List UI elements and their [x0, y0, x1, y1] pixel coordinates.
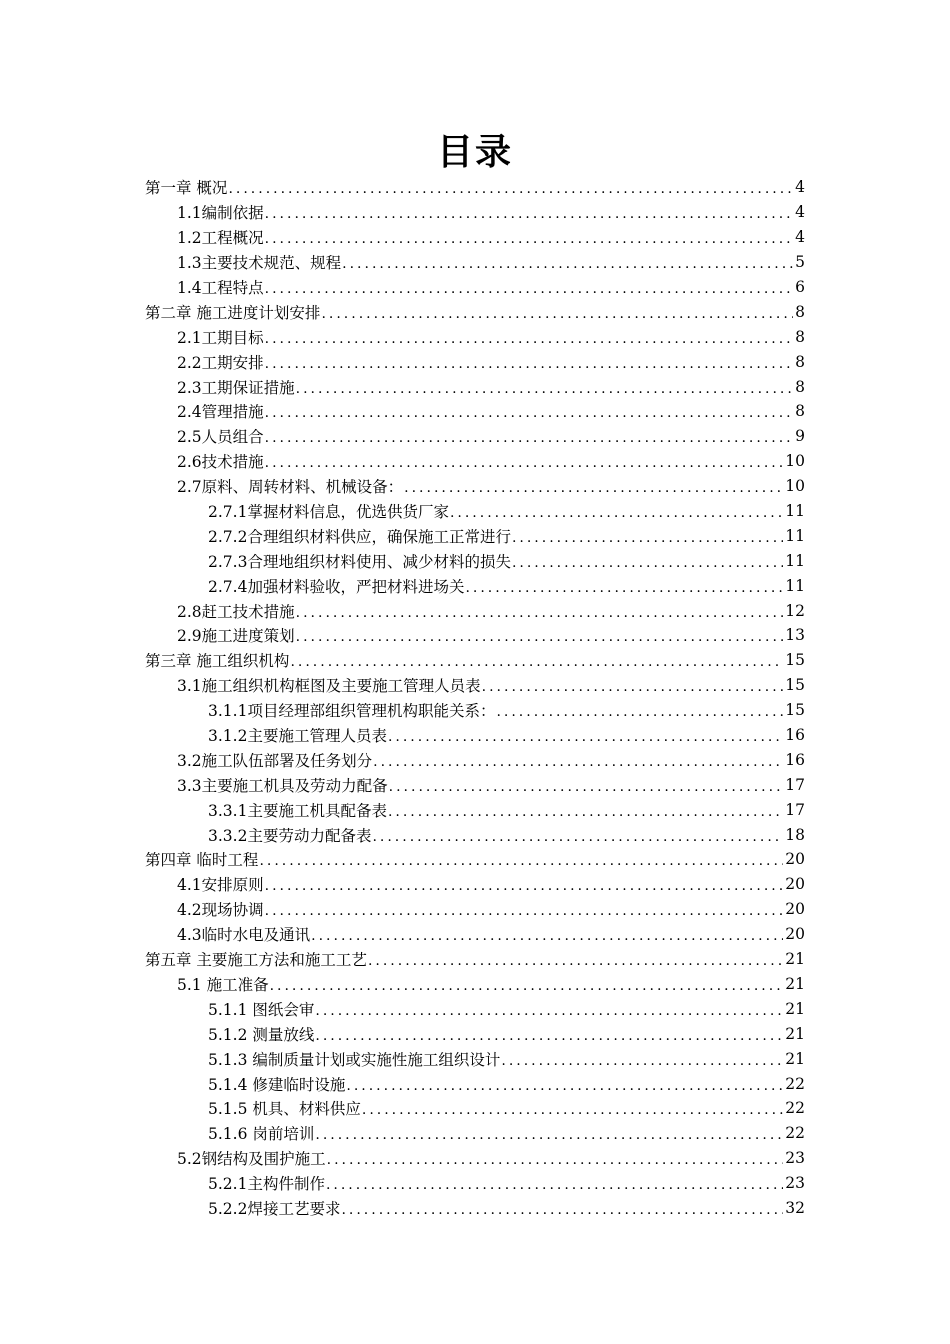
toc-dot-leader	[265, 278, 793, 296]
toc-entry[interactable]	[145, 349, 805, 374]
toc-entry-label: 1.1编制依据	[177, 201, 265, 223]
toc-page-number: 8	[795, 402, 805, 421]
toc-entry-label: 3.2施工队伍部署及任务划分	[177, 749, 373, 771]
toc-page-number: 21	[785, 999, 805, 1018]
toc-dot-leader	[265, 353, 793, 371]
toc-dot-leader	[388, 801, 783, 819]
toc-dot-leader	[259, 850, 783, 868]
toc-dot-leader	[315, 1025, 783, 1043]
toc-page-number: 23	[785, 1174, 805, 1193]
toc-entry[interactable]	[145, 1096, 805, 1121]
toc-entry-label: 1.4工程特点	[177, 276, 265, 298]
toc-entry-label: 1.3主要技术规范、规程	[177, 251, 342, 273]
toc-dot-leader	[404, 477, 783, 495]
toc-dot-leader	[327, 1149, 784, 1167]
toc-entry[interactable]	[145, 175, 805, 200]
toc-page-number: 23	[785, 1149, 805, 1168]
toc-entry[interactable]	[145, 275, 805, 300]
toc-entry-label: 5.1.4 修建临时设施	[208, 1073, 346, 1095]
toc-page-number: 8	[795, 302, 805, 321]
toc-entry-label: 2.6技术措施	[177, 450, 265, 472]
toc-page-number: 4	[795, 178, 805, 197]
toc-page-number: 8	[795, 377, 805, 396]
toc-entry-label: 5.2钢结构及围护施工	[177, 1147, 327, 1169]
toc-entry-label: 2.7原料、周转材料、机械设备：	[177, 475, 404, 497]
toc-dot-leader	[368, 950, 783, 968]
toc-entry[interactable]	[145, 200, 805, 225]
toc-page-number: 21	[785, 1024, 805, 1043]
toc-page-number: 20	[785, 875, 805, 894]
toc-entry-label: 1.2工程概况	[177, 226, 265, 248]
toc-dot-leader	[372, 826, 783, 844]
toc-dot-leader	[341, 1199, 783, 1217]
toc-entry-label: 2.3工期保证措施	[177, 376, 296, 398]
toc-dot-leader	[290, 651, 783, 669]
toc-entry[interactable]	[145, 1171, 805, 1196]
toc-dot-leader	[296, 626, 784, 644]
toc-entry-label: 5.1.6 岗前培训	[208, 1122, 315, 1144]
toc-entry-label: 2.4管理措施	[177, 400, 265, 422]
toc-entry-label: 2.7.2合理组织材料供应，确保施工正常进行	[208, 525, 512, 547]
toc-entry-label: 3.1.1项目经理部组织管理机构职能关系：	[208, 699, 496, 721]
toc-page-number: 8	[795, 352, 805, 371]
toc-entry-label: 5.1.5 机具、材料供应	[208, 1097, 362, 1119]
toc-page-number: 9	[795, 427, 805, 446]
toc-entry[interactable]	[145, 399, 805, 424]
toc-dot-leader	[315, 1000, 783, 1018]
toc-entry[interactable]	[145, 598, 805, 623]
toc-entry[interactable]	[145, 648, 805, 673]
toc-entry[interactable]	[145, 747, 805, 772]
toc-entry-label: 第二章 施工进度计划安排	[145, 301, 321, 323]
toc-entry-label: 3.1.2主要施工管理人员表	[208, 724, 388, 746]
toc-entry[interactable]	[145, 1071, 805, 1096]
toc-dot-leader	[496, 701, 783, 719]
toc-dot-leader	[342, 253, 793, 271]
toc-dot-leader	[389, 776, 784, 794]
toc-entry[interactable]	[145, 872, 805, 897]
toc-page-number: 21	[785, 1049, 805, 1068]
toc-entry-label: 3.3.1主要施工机具配备表	[208, 799, 388, 821]
toc-entry-label: 5.2.2焊接工艺要求	[208, 1197, 341, 1219]
toc-entry-label: 2.1工期目标	[177, 326, 265, 348]
toc-dot-leader	[265, 427, 793, 445]
toc-dot-leader	[321, 303, 793, 321]
toc-entry[interactable]	[145, 299, 805, 324]
toc-entry[interactable]	[145, 324, 805, 349]
toc-entry-label: 3.3主要施工机具及劳动力配备	[177, 774, 389, 796]
toc-page-number: 15	[785, 676, 805, 695]
toc-entry[interactable]	[145, 1196, 805, 1221]
table-of-contents	[145, 175, 805, 1220]
toc-entry[interactable]	[145, 698, 805, 723]
toc-dot-leader	[265, 875, 784, 893]
toc-page-number: 18	[785, 825, 805, 844]
toc-entry-label: 2.5人员组合	[177, 425, 265, 447]
toc-page-number: 15	[785, 651, 805, 670]
toc-entry-label: 4.3临时水电及通讯	[177, 923, 311, 945]
toc-entry[interactable]	[145, 847, 805, 872]
toc-page-number: 10	[785, 477, 805, 496]
toc-entry-label: 3.1施工组织机构框图及主要施工管理人员表	[177, 674, 482, 696]
toc-page-number: 6	[795, 278, 805, 296]
toc-dot-leader	[265, 452, 784, 470]
toc-dot-leader	[311, 925, 783, 943]
toc-entry-label: 第五章 主要施工方法和施工工艺	[145, 948, 368, 970]
toc-page-number: 13	[785, 626, 805, 645]
toc-dot-leader	[326, 1174, 783, 1192]
toc-page-number: 20	[785, 850, 805, 869]
toc-entry[interactable]	[145, 474, 805, 499]
toc-entry-label: 5.1 施工准备	[177, 973, 270, 995]
toc-page-number: 21	[785, 974, 805, 993]
toc-entry[interactable]	[145, 723, 805, 748]
toc-dot-leader	[373, 751, 783, 769]
toc-page-number: 11	[785, 526, 805, 545]
toc-entry[interactable]	[145, 424, 805, 449]
toc-entry[interactable]	[145, 1121, 805, 1146]
toc-dot-leader	[501, 1050, 783, 1068]
toc-entry-label: 5.1.1 图纸会审	[208, 998, 315, 1020]
toc-page-number: 22	[785, 1124, 805, 1143]
toc-entry[interactable]	[145, 1046, 805, 1071]
toc-page-number: 17	[785, 800, 805, 819]
toc-dot-leader	[265, 900, 784, 918]
toc-dot-leader	[362, 1099, 783, 1117]
toc-page-number: 11	[785, 576, 805, 595]
toc-entry[interactable]	[145, 772, 805, 797]
toc-entry[interactable]	[145, 947, 805, 972]
toc-page-number: 20	[785, 925, 805, 944]
toc-entry[interactable]	[145, 225, 805, 250]
toc-entry-label: 2.7.3合理地组织材料使用、减少材料的损失	[208, 550, 512, 572]
toc-entry[interactable]	[145, 673, 805, 698]
toc-entry[interactable]	[145, 996, 805, 1021]
toc-entry-label: 2.9施工进度策划	[177, 624, 296, 646]
toc-entry[interactable]	[145, 972, 805, 997]
toc-page-number: 15	[785, 701, 805, 720]
toc-entry[interactable]	[145, 374, 805, 399]
toc-entry[interactable]	[145, 922, 805, 947]
toc-dot-leader	[465, 577, 783, 595]
toc-dot-leader	[296, 602, 784, 620]
toc-entry[interactable]	[145, 523, 805, 548]
toc-entry-label: 第一章 概况	[145, 176, 228, 198]
toc-dot-leader	[512, 552, 783, 570]
toc-entry[interactable]	[145, 897, 805, 922]
toc-entry[interactable]	[145, 797, 805, 822]
toc-entry[interactable]	[145, 250, 805, 275]
toc-page-number: 22	[785, 1099, 805, 1118]
toc-entry[interactable]	[145, 1146, 805, 1171]
toc-dot-leader	[388, 726, 783, 744]
toc-dot-leader	[265, 328, 793, 346]
toc-dot-leader	[346, 1075, 783, 1093]
toc-entry-label: 第三章 施工组织机构	[145, 649, 290, 671]
toc-dot-leader	[512, 527, 783, 545]
toc-page-number: 10	[785, 452, 805, 471]
toc-page-number: 32	[785, 1198, 805, 1217]
toc-entry-label: 4.1安排原则	[177, 873, 265, 895]
toc-page-number: 16	[785, 750, 805, 769]
toc-entry-label: 第四章 临时工程	[145, 848, 259, 870]
toc-dot-leader	[270, 975, 784, 993]
toc-entry-label: 3.3.2主要劳动力配备表	[208, 824, 372, 846]
toc-dot-leader	[296, 378, 793, 396]
toc-entry-label: 2.2工期安排	[177, 351, 265, 373]
toc-page-number: 4	[795, 228, 805, 247]
toc-page-number: 11	[785, 502, 805, 521]
toc-page-number: 20	[785, 900, 805, 919]
toc-entry[interactable]	[145, 449, 805, 474]
toc-page-number: 8	[795, 327, 805, 346]
toc-page-number: 22	[785, 1074, 805, 1093]
toc-entry[interactable]	[145, 499, 805, 524]
toc-entry-label: 2.7.1掌握材料信息，优选供货厂家	[208, 500, 450, 522]
toc-dot-leader	[450, 502, 783, 520]
toc-entry-label: 5.1.3 编制质量计划或实施性施工组织设计	[208, 1048, 501, 1070]
toc-dot-leader	[482, 676, 784, 694]
toc-dot-leader	[265, 228, 793, 246]
toc-page-number: 16	[785, 726, 805, 745]
toc-dot-leader	[265, 203, 793, 221]
toc-entry-label: 2.8赶工技术措施	[177, 600, 296, 622]
toc-entry[interactable]	[145, 623, 805, 648]
toc-entry[interactable]	[145, 573, 805, 598]
toc-dot-leader	[315, 1124, 783, 1142]
toc-entry[interactable]	[145, 822, 805, 847]
toc-entry-label: 4.2现场协调	[177, 898, 265, 920]
toc-page-number: 21	[785, 950, 805, 969]
toc-entry[interactable]	[145, 548, 805, 573]
toc-entry[interactable]	[145, 1021, 805, 1046]
toc-page-number: 4	[795, 203, 805, 222]
toc-dot-leader	[228, 178, 793, 196]
toc-page-number: 11	[785, 551, 805, 570]
toc-dot-leader	[265, 402, 793, 420]
toc-entry-label: 2.7.4加强材料验收，严把材料进场关	[208, 575, 465, 597]
toc-entry-label: 5.2.1主构件制作	[208, 1172, 326, 1194]
toc-page-number: 5	[795, 253, 805, 272]
toc-entry-label: 5.1.2 测量放线	[208, 1023, 315, 1045]
toc-page-number: 12	[785, 601, 805, 620]
toc-page-number: 17	[785, 775, 805, 794]
toc-title: 目录	[436, 132, 513, 173]
